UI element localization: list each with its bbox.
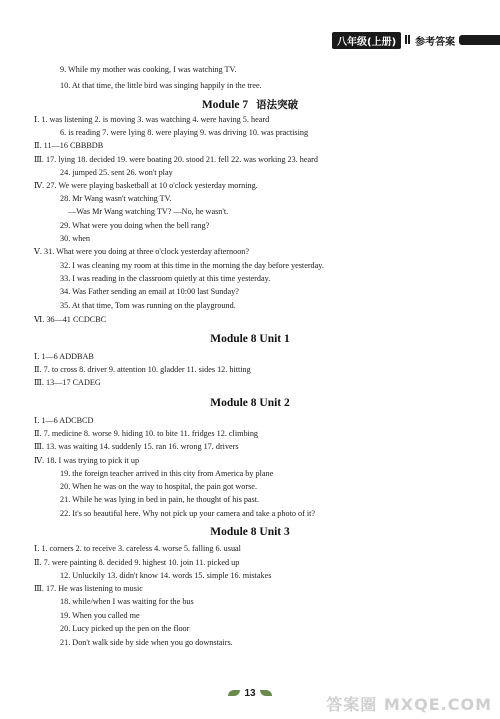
answer-line: Ⅴ. 31. What were you doing at three o'clock yesterday afternoon? [34, 247, 250, 256]
answer-line: 28. Mr Wang wasn't watching TV. [60, 194, 172, 203]
grade-label: 八年级(上册) [332, 32, 401, 49]
watermark: 答案圈 MXQE.COM [326, 695, 492, 714]
module-title: Module 7 [201, 99, 249, 111]
answer-line: 34. Was Father sending an email at 10:00 last Sunday? [60, 287, 239, 296]
answer-line: Ⅰ. 1—6 ADCBCD [34, 416, 94, 425]
page-number: 13 [244, 688, 256, 699]
answer-line: Ⅵ. 36—41 CCDCBC [34, 315, 107, 324]
leaf-icon [228, 690, 240, 696]
answer-line: 29. What were you doing when the bell rang? [60, 221, 210, 230]
leaf-icon [260, 690, 272, 696]
answer-line: 21. Don't walk side by side when you go downstairs. [60, 638, 233, 647]
answer-line: 19. the foreign teacher arrived in this city from America by plane [60, 469, 274, 478]
module-subtitle: 语法突破 [256, 99, 299, 111]
answer-line: 12. Unluckily 13. didn't know 14. words 15. simple 16. mistakes [60, 571, 272, 580]
answer-line: 20. When he was on the way to hospital, the pain got worse. [60, 482, 257, 491]
header-tab [332, 31, 500, 49]
answer-line: —Was Mr Wang watching TV? —No, he wasn't. [68, 207, 229, 216]
answer-line: Ⅰ. 1. corners 2. to receive 3. careless 4. worse 5. falling 6. usual [34, 544, 241, 553]
module-8-unit-2-heading: Module 8 Unit 2 [210, 397, 290, 409]
answer-line: Ⅲ. 17. lying 18. decided 19. were boating 20. stood 21. fell 22. was working 23. heard [34, 155, 318, 164]
answer-line: 6. is reading 7. were lying 8. were playing 9. was driving 10. was practising [60, 128, 309, 137]
answer-line: 19. When you called me [60, 611, 140, 620]
answer-line: 33. I was reading in the classroom quietly at this time yesterday. [60, 274, 271, 283]
answer-line: Ⅰ. 1. was listening 2. is moving 3. was watching 4. were having 5. heard [34, 115, 270, 124]
answer-line: Ⅳ. 18. I was trying to pick it up [34, 456, 140, 465]
answer-line: 35. At that time, Tom was running on the playground. [60, 301, 236, 310]
answer-line: 10. At that time, the little bird was singing happily in the tree. [60, 81, 262, 90]
answer-line: Ⅱ. 11—16 CBBBDB [34, 141, 104, 150]
answer-line: Ⅲ. 13. was waiting 14. suddenly 15. ran 16. wrong 17. drivers [34, 442, 239, 451]
module-7-heading [0, 97, 500, 112]
answer-line: 32. I was cleaning my room at this time in the morning the day before yesterday. [60, 261, 324, 270]
module-8-unit-1-heading: Module 8 Unit 1 [210, 333, 290, 345]
answer-line: Ⅰ. 1—6 ADDBAB [34, 352, 94, 361]
answer-line: Ⅲ. 13—17 CADEG [34, 378, 101, 387]
answer-line: Ⅱ. 7. medicine 8. worse 9. hiding 10. to bite 11. fridges 12. climbing [34, 429, 259, 438]
answer-line: Ⅱ. 7. were painting 8. decided 9. highest 10. join 11. picked up [34, 558, 240, 567]
answer-line: 30. when [60, 234, 91, 243]
answer-line: 18. while/when I was waiting for the bus [60, 597, 194, 606]
answer-line: 22. It's so beautiful here. Why not pick up your camera and take a photo of it? [60, 509, 316, 518]
answer-line: Ⅲ. 17. He was listening to music [34, 584, 143, 593]
divider-bars-icon [405, 35, 411, 46]
answer-line: Ⅳ. 27. We were playing basketball at 10 o'clock yesterday morning. [34, 181, 258, 190]
answer-line: 20. Lucy picked up the pen on the floor [60, 624, 190, 633]
answer-line: Ⅱ. 7. to cross 8. driver 9. attention 10. gladder 11. sides 12. hitting [34, 365, 251, 374]
answer-line: 21. While he was lying in bed in pain, he thought of his past. [60, 495, 260, 504]
header-bar [459, 35, 500, 45]
module-8-unit-3-heading: Module 8 Unit 3 [210, 526, 290, 538]
answer-label: 参考答案 [415, 36, 456, 48]
answer-line: 24. jumped 25. sent 26. won't play [60, 168, 173, 177]
answer-line: 9. While my mother was cooking, I was watching TV. [60, 65, 237, 74]
